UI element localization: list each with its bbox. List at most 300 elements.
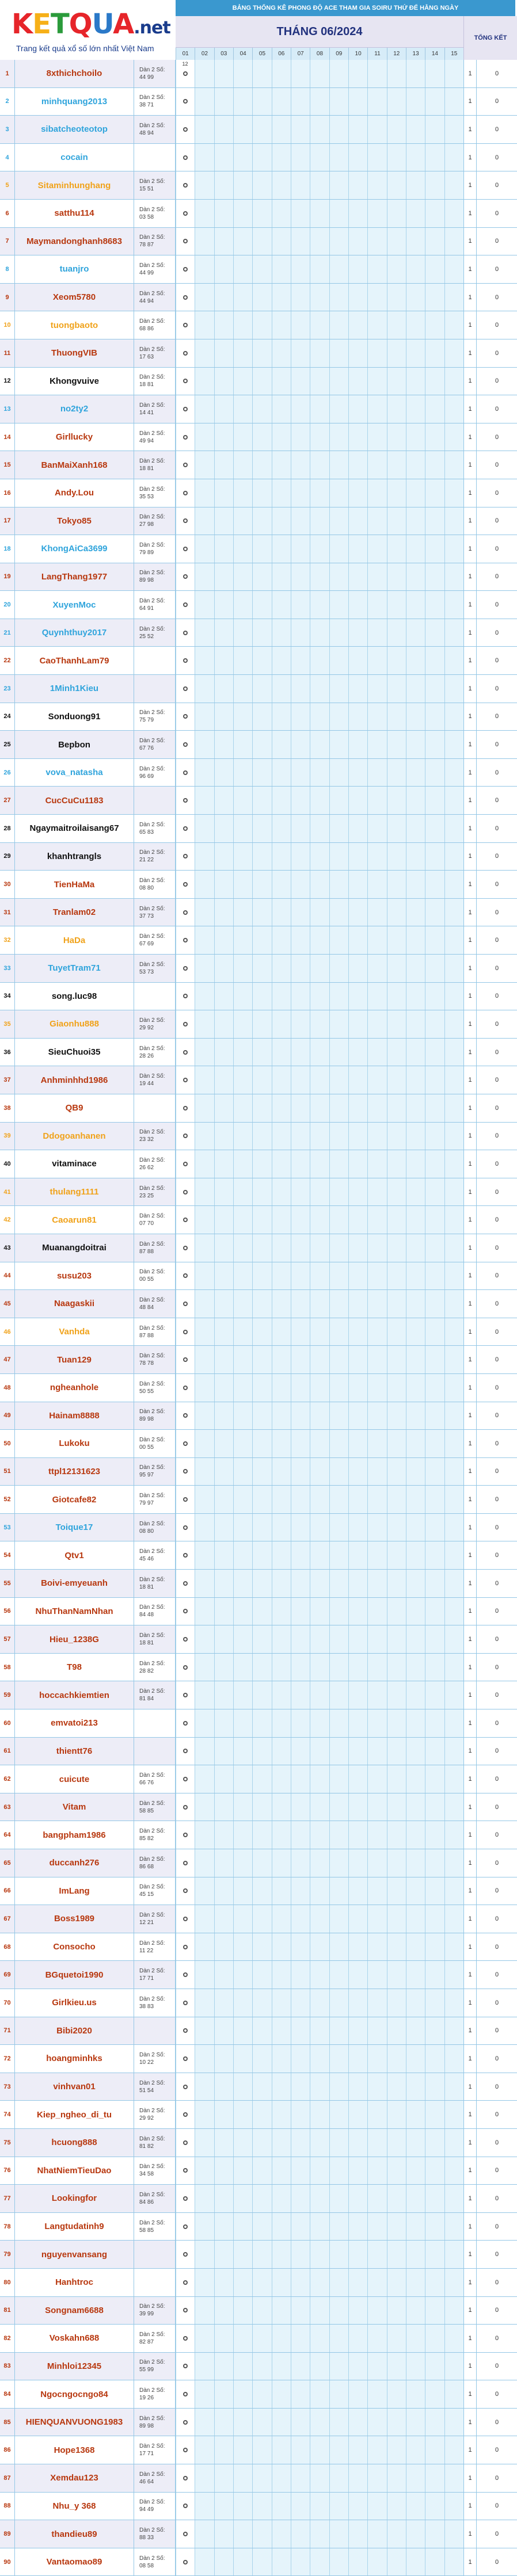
day-cell [310,899,329,926]
player-name-link[interactable]: Sonduong91 [15,703,134,731]
row-number: 75 [0,2129,15,2157]
day-cell [425,1318,444,1346]
day-cell [176,2213,195,2241]
player-name-link[interactable]: CaoThanhLam79 [15,647,134,674]
player-name-link[interactable]: Vitam [15,1793,134,1821]
day-cell [367,1318,386,1346]
day-cell [367,479,386,507]
day-cell [329,368,348,395]
player-name-link[interactable]: Hainam8888 [15,1402,134,1430]
day-cells [176,2101,463,2128]
player-name-link[interactable]: Qtv1 [15,1541,134,1569]
player-name-link[interactable]: susu203 [15,1262,134,1290]
day-cell [291,1765,310,1793]
player-name-link[interactable]: ngheanhole [15,1374,134,1402]
day-cell [233,619,252,647]
day-cell [272,228,291,255]
day-cell [291,1094,310,1122]
player-name-link[interactable]: LangThang1977 [15,563,134,591]
day-cell [272,1178,291,1206]
day-cell [425,2297,444,2325]
prediction-pair: Dàn 2 Số: 28 26 [134,1039,176,1066]
day-cell [387,815,406,842]
day-cell [425,2409,444,2436]
player-name-link[interactable]: Maymandonghanh8683 [15,228,134,255]
prediction-pair: Dàn 2 Số: 55 99 [134,2353,176,2380]
day-cell [367,563,386,591]
day-cell [444,1374,463,1402]
player-name-link[interactable]: bangpham1986 [15,1821,134,1849]
player-name-link[interactable]: tuanjro [15,255,134,283]
prediction-pair: Dàn 2 Số: 37 73 [134,899,176,926]
day-cells [176,284,463,311]
day-cell [272,1738,291,1765]
day-cells [176,983,463,1010]
player-name-link[interactable]: NhuThanNamNhan [15,1598,134,1625]
day-cell [272,535,291,563]
total-wins: 0 [476,2380,517,2408]
day-cell [348,1681,367,1709]
player-name-link[interactable]: Sitaminhunghang [15,171,134,199]
player-name-link[interactable]: Kiep_ngheo_di_tu [15,2101,134,2128]
player-name-link[interactable]: Ddogoanhanen [15,1123,134,1150]
day-cell [291,2185,310,2212]
day-cells [176,228,463,255]
player-name-link[interactable]: Girllucky [15,423,134,451]
day-cell [310,983,329,1010]
day-cell [348,1066,367,1094]
player-name-link[interactable]: sibatcheoteotop [15,116,134,143]
player-name-link[interactable]: Naagaskii [15,1290,134,1318]
day-cell [406,1178,425,1206]
day-cell [233,2520,252,2548]
day-cell [329,787,348,814]
player-name-link[interactable]: no2ty2 [15,395,134,423]
player-name-link[interactable]: Hope1368 [15,2436,134,2464]
total-wins: 0 [476,479,517,507]
row-number: 24 [0,703,15,731]
player-name-link[interactable]: thandieu89 [15,2520,134,2548]
day-cell [406,479,425,507]
day-cell [367,1206,386,1234]
day-cell [214,1150,233,1178]
player-name-link[interactable]: TienHaMa [15,871,134,898]
player-name-link[interactable]: HIENQUANVUONG1983 [15,2409,134,2436]
day-cell [425,675,444,703]
day-cell [195,2436,214,2464]
total-played: 1 [463,171,476,199]
day-cell [406,423,425,451]
day-cell [444,2213,463,2241]
player-name-link[interactable]: Lukoku [15,1430,134,1457]
player-name-link[interactable]: Vanhda [15,1318,134,1346]
day-cell [329,2017,348,2045]
prediction-pair: Dàn 2 Số: 82 87 [134,2325,176,2352]
day-cell [252,144,271,171]
day-cell [348,2241,367,2268]
player-name-link[interactable]: HaDa [15,926,134,954]
player-name-link[interactable]: tuongbaoto [15,311,134,339]
total-played: 1 [463,955,476,982]
day-cell [444,1123,463,1150]
row-number: 62 [0,1765,15,1793]
day-cell [252,787,271,814]
total-played: 1 [463,1290,476,1318]
player-name-link[interactable]: Ngocngocngo84 [15,2380,134,2408]
day-cell [367,926,386,954]
player-name-link[interactable]: hoccachkiemtien [15,1681,134,1709]
player-name-link[interactable]: BanMaiXanh168 [15,451,134,479]
player-name-link[interactable]: Langtudatinh9 [15,2213,134,2241]
player-name-link[interactable]: vova_natasha [15,759,134,787]
player-name-link[interactable]: Quynhthuy2017 [15,619,134,647]
day-cell [367,787,386,814]
day-cell [291,1654,310,1681]
row-number: 78 [0,2213,15,2241]
day-cell [272,2436,291,2464]
row-number: 31 [0,899,15,926]
total-played: 1 [463,2520,476,2548]
day-cells [176,171,463,199]
player-name-link[interactable]: emvatoi213 [15,1709,134,1737]
total-wins: 0 [476,1625,517,1653]
result-marker-icon [183,1609,188,1613]
day-cell [195,1458,214,1486]
day-cell [406,2464,425,2492]
player-name-link[interactable]: Toique17 [15,1514,134,1541]
day-cell [387,1905,406,1933]
day-cells [176,1010,463,1038]
day-cell [195,2045,214,2073]
result-marker-icon [183,2112,188,2117]
player-name-link[interactable]: Ngaymaitroilaisang67 [15,815,134,842]
day-cell [425,1123,444,1150]
player-name-link[interactable]: T98 [15,1654,134,1681]
day-cell [291,1905,310,1933]
day-cell [233,311,252,339]
player-name-link[interactable]: QB9 [15,1094,134,1122]
player-name-link[interactable]: Anhminhhd1986 [15,1066,134,1094]
day-cell [444,171,463,199]
total-played: 1 [463,368,476,395]
day-cell [444,1961,463,1989]
day-cell [444,1989,463,2017]
result-marker-icon [183,1749,188,1753]
day-cells [176,759,463,787]
prediction-pair: Dàn 2 Số: 79 97 [134,1486,176,1513]
player-name-link[interactable]: Tranlam02 [15,899,134,926]
day-cell [387,1346,406,1373]
total-played: 1 [463,619,476,647]
day-cell [367,731,386,758]
day-cell [195,1318,214,1346]
day-cell [329,703,348,731]
day-cell [387,1430,406,1457]
result-marker-icon [183,631,188,635]
player-name-link[interactable]: Khongvuive [15,368,134,395]
day-cell [348,2493,367,2520]
total-wins: 0 [476,926,517,954]
day-cell [214,2073,233,2101]
day-cell [214,1010,233,1038]
player-name-link[interactable]: ttpl12131623 [15,1458,134,1486]
day-cell [272,731,291,758]
player-name-link[interactable]: Nhu_y 368 [15,2493,134,2520]
player-name-link[interactable]: Xeom5780 [15,284,134,311]
player-name-link[interactable]: Tokyo85 [15,507,134,535]
player-name-link[interactable]: khanhtrangls [15,843,134,871]
player-name-link[interactable]: Girlkieu.us [15,1989,134,2017]
table-row [0,88,517,116]
day-cell [176,1430,195,1457]
player-name-link[interactable]: Hanhtroc [15,2269,134,2296]
day-cell [367,1346,386,1373]
day-cell [406,2353,425,2380]
player-name-link[interactable]: minhquang2013 [15,88,134,116]
day-cell [425,1066,444,1094]
day-cell [310,423,329,451]
day-cell [444,703,463,731]
player-name-link[interactable]: 1Minh1Kieu [15,675,134,703]
day-cell [291,1821,310,1849]
day-cell [233,1514,252,1541]
day-cell [195,1514,214,1541]
day-cell [387,171,406,199]
day-cell [425,1374,444,1402]
table-row [0,1066,517,1094]
day-cell [348,2045,367,2073]
day-cell [291,619,310,647]
row-number: 14 [0,423,15,451]
day-cell [195,815,214,842]
day-cell [233,1458,252,1486]
total-wins: 0 [476,1402,517,1430]
day-cell [233,815,252,842]
day-cell [291,1346,310,1373]
total-wins: 0 [476,1933,517,1961]
player-name-link[interactable]: nguyenvansang [15,2241,134,2268]
result-marker-icon [183,1693,188,1697]
player-name-link[interactable]: Boivi-emyeuanh [15,1570,134,1597]
player-name-link[interactable]: thulang1111 [15,1178,134,1206]
day-cell [176,1877,195,1905]
day-cell [252,2185,271,2212]
day-cell [291,759,310,787]
player-name-link[interactable]: SieuChuoi35 [15,1039,134,1066]
day-cell [387,2520,406,2548]
day-header: 14 [425,48,444,60]
player-name-link[interactable]: duccanh276 [15,1849,134,1877]
day-cell [252,479,271,507]
day-cell [272,1681,291,1709]
player-name-link[interactable]: satthu114 [15,200,134,227]
day-cell [367,60,386,87]
total-played: 1 [463,1738,476,1765]
player-name-link[interactable]: Giaonhu888 [15,1010,134,1038]
day-cell [310,2548,329,2576]
table-row [0,1541,517,1570]
player-name-link[interactable]: vitaminace [15,1150,134,1178]
player-name-link[interactable]: ImLang [15,1877,134,1905]
prediction-pair [134,1094,176,1122]
player-name-link[interactable]: song.luc98 [15,983,134,1010]
day-cell [272,451,291,479]
table-row [0,1039,517,1067]
day-cell [329,2129,348,2157]
prediction-pair: Dàn 2 Số: 18 81 [134,368,176,395]
day-cell [406,619,425,647]
day-cell [176,2325,195,2352]
player-name-link[interactable]: KhongAiCa3699 [15,535,134,563]
day-cell [425,731,444,758]
day-cell [252,2101,271,2128]
day-cell [387,1989,406,2017]
player-name-link[interactable]: hcuong888 [15,2129,134,2157]
result-marker-icon [183,379,188,383]
total-wins: 0 [476,2436,517,2464]
prediction-pair: Dàn 2 Số: 84 48 [134,1598,176,1625]
day-cell [387,1570,406,1597]
player-name-link[interactable]: vinhvan01 [15,2073,134,2101]
player-name-link[interactable]: Bepbon [15,731,134,758]
day-cell [348,675,367,703]
player-name-link[interactable]: BGquetoi1990 [15,1961,134,1989]
player-name-link[interactable]: NhatNiemTieuDao [15,2157,134,2185]
day-cell [233,1430,252,1457]
player-name-link[interactable]: Hieu_1238G [15,1625,134,1653]
player-name-link[interactable]: Boss1989 [15,1905,134,1933]
day-cell [233,983,252,1010]
day-cell [176,1709,195,1737]
total-played: 1 [463,200,476,227]
logo-letter: T [51,8,69,40]
day-cell [195,1234,214,1262]
player-name-link[interactable]: hoangminhks [15,2045,134,2073]
player-name-link[interactable]: TuyetTram71 [15,955,134,982]
day-cell [310,451,329,479]
total-played: 1 [463,228,476,255]
day-cell [214,507,233,535]
day-cell [329,675,348,703]
day-cell [233,1374,252,1402]
day-cell [310,2129,329,2157]
day-cell [233,2548,252,2576]
day-cell [329,2548,348,2576]
day-cell [329,1094,348,1122]
day-cell [214,395,233,423]
day-cell [252,2213,271,2241]
player-name-link[interactable]: Xemdau123 [15,2464,134,2492]
day-cell [387,1010,406,1038]
day-cell [252,1486,271,1513]
day-cell [329,1570,348,1597]
day-cell [406,1877,425,1905]
day-cell [252,1318,271,1346]
table-row [0,116,517,144]
player-name-link[interactable]: 8xthichchoilo [15,60,134,87]
total-played: 1 [463,2464,476,2492]
day-cell [272,423,291,451]
player-name-link[interactable]: Songnam6688 [15,2297,134,2325]
day-cell [310,815,329,842]
total-wins: 0 [476,2325,517,2352]
day-cell [406,535,425,563]
day-cell [272,171,291,199]
day-cell [214,1570,233,1597]
day-cells [176,955,463,982]
day-cell [176,1933,195,1961]
player-name-link[interactable]: thientt76 [15,1738,134,1765]
day-cell [425,535,444,563]
day-cell [387,2493,406,2520]
table-row [0,507,517,536]
day-cell [233,2073,252,2101]
day-cell [367,619,386,647]
day-cell [444,2073,463,2101]
day-cell [214,1402,233,1430]
day-cell [406,1150,425,1178]
day-cells [176,1486,463,1513]
player-name-link[interactable]: Caoarun81 [15,1206,134,1234]
row-number: 3 [0,116,15,143]
day-cells [176,1178,463,1206]
day-cell [233,200,252,227]
result-marker-icon [183,463,188,467]
day-cell [176,1039,195,1066]
day-cell [176,1598,195,1625]
day-cell [444,116,463,143]
day-cell [425,787,444,814]
player-name-link[interactable]: ThuongVIB [15,339,134,367]
day-cell [233,2409,252,2436]
day-cell [176,1961,195,1989]
player-name-link[interactable]: Giotcafe82 [15,1486,134,1513]
day-cell [367,1262,386,1290]
prediction-pair: Dàn 2 Số: 34 58 [134,2157,176,2185]
player-name-link[interactable]: Vantaomao89 [15,2548,134,2576]
site-logo[interactable] [0,0,173,60]
day-cell [406,843,425,871]
day-cell [214,2325,233,2352]
player-name-link[interactable]: cocain [15,144,134,171]
player-name-link[interactable]: Andy.Lou [15,479,134,507]
day-cell [233,1150,252,1178]
day-cell [176,926,195,954]
player-name-link[interactable]: CucCuCu1183 [15,787,134,814]
day-header-row [176,48,463,60]
day-cell [252,2493,271,2520]
day-cell [233,1933,252,1961]
player-name-link[interactable]: cuicute [15,1765,134,1793]
day-cell [406,284,425,311]
day-cell [310,2380,329,2408]
player-name-link[interactable]: XuyenMoc [15,591,134,619]
day-cell [291,88,310,116]
player-name-link[interactable]: Minhloi12345 [15,2353,134,2380]
player-name-link[interactable]: Voskahn688 [15,2325,134,2352]
player-name-link[interactable]: Lookingfor [15,2185,134,2212]
player-name-link[interactable]: Tuan129 [15,1346,134,1373]
prediction-pair: Dàn 2 Số: 07 70 [134,1206,176,1234]
day-cell [348,368,367,395]
player-name-link[interactable]: Muanangdoitrai [15,1234,134,1262]
day-cell [214,1318,233,1346]
day-cell [425,563,444,591]
day-cell [272,1458,291,1486]
player-name-link[interactable]: Consocho [15,1933,134,1961]
player-name-link[interactable]: Bibi2020 [15,2017,134,2045]
result-marker-icon [183,1637,188,1642]
